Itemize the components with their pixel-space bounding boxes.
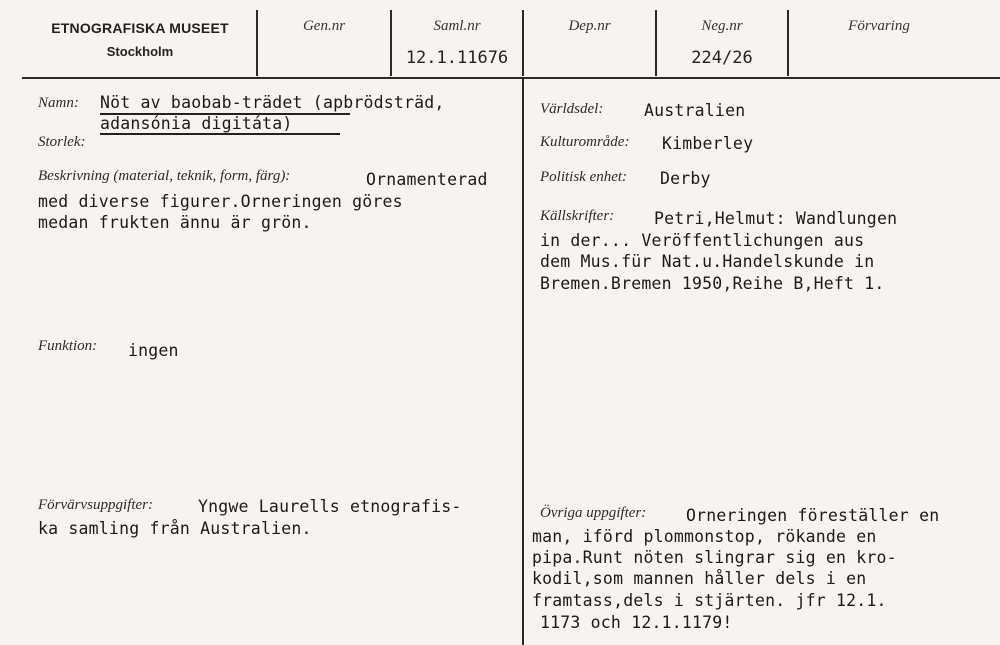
kallskrifter-label: Källskrifter: bbox=[540, 208, 615, 224]
namn-underline-2 bbox=[100, 133, 340, 135]
ovriga-line-2: man, iförd plommonstop, rökande en bbox=[532, 527, 877, 546]
forvarv-line-1: Yngwe Laurells etnografis- bbox=[198, 497, 462, 516]
varldsdel-label: Världsdel: bbox=[540, 101, 604, 117]
namn-field bbox=[38, 94, 79, 112]
funktion-value: ingen bbox=[128, 341, 179, 360]
varldsdel-value: Australien bbox=[644, 101, 746, 120]
ovriga-line-3: pipa.Runt nöten slingrar sig en kro- bbox=[532, 548, 897, 567]
politisk-value: Derby bbox=[660, 169, 711, 188]
header-rule bbox=[22, 77, 1000, 79]
forvarv-line-2: ka samling från Australien. bbox=[38, 519, 312, 538]
kulturomrade-label: Kulturområde: bbox=[540, 134, 630, 150]
saml-nr-label: Saml.nr bbox=[433, 18, 481, 34]
namn-line-1: Nöt av baobab-trädet (apbrödsträd, bbox=[100, 93, 445, 112]
beskrivning-line-2: med diverse figurer.Orneringen göres bbox=[38, 192, 403, 211]
beskrivning-line-1: Ornamenterad bbox=[366, 170, 488, 189]
center-divider bbox=[522, 78, 524, 645]
kallskrifter-line-2: in der... Veröffentlichungen aus bbox=[540, 231, 865, 250]
ovriga-line-6: 1173 och 12.1.1179! bbox=[540, 613, 733, 632]
namn-line-2: adansónia digitáta) bbox=[100, 114, 293, 133]
dep-nr-label: Dep.nr bbox=[568, 18, 611, 34]
forvarv-label: Förvärvsuppgifter: bbox=[38, 497, 153, 513]
museum-city: Stockholm bbox=[106, 44, 174, 59]
beskrivning-line-3: medan frukten ännu är grön. bbox=[38, 213, 312, 232]
storlek-label: Storlek: bbox=[38, 134, 86, 150]
kallskrifter-line-3: dem Mus.für Nat.u.Handelskunde in bbox=[540, 252, 875, 271]
neg-nr-value: 224/26 bbox=[691, 48, 753, 68]
museum-name: ETNOGRAFISKA MUSEET bbox=[51, 20, 229, 36]
ovriga-line-5: framtass,dels i stjärten. jfr 12.1. bbox=[532, 591, 887, 610]
ovriga-line-4: kodil,som mannen håller dels i en bbox=[532, 569, 867, 588]
politisk-label: Politisk enhet: bbox=[540, 169, 628, 185]
kallskrifter-line-1: Petri,Helmut: Wandlungen bbox=[654, 209, 898, 228]
saml-nr-value: 12.1.11676 bbox=[405, 48, 509, 68]
gen-nr-label: Gen.nr bbox=[302, 18, 346, 34]
kallskrifter-line-4: Bremen.Bremen 1950,Reihe B,Heft 1. bbox=[540, 274, 885, 293]
beskrivning-label: Beskrivning (material, teknik, form, färg): bbox=[38, 168, 291, 184]
funktion-label: Funktion: bbox=[38, 338, 98, 354]
ovriga-label: Övriga uppgifter: bbox=[540, 505, 647, 521]
kulturomrade-value: Kimberley bbox=[662, 134, 754, 153]
namn-label: Namn: bbox=[38, 95, 79, 111]
neg-nr-label: Neg.nr bbox=[701, 18, 743, 34]
forvaring-label: Förvaring bbox=[848, 18, 910, 34]
ovriga-line-1: Orneringen föreställer en bbox=[686, 506, 940, 525]
